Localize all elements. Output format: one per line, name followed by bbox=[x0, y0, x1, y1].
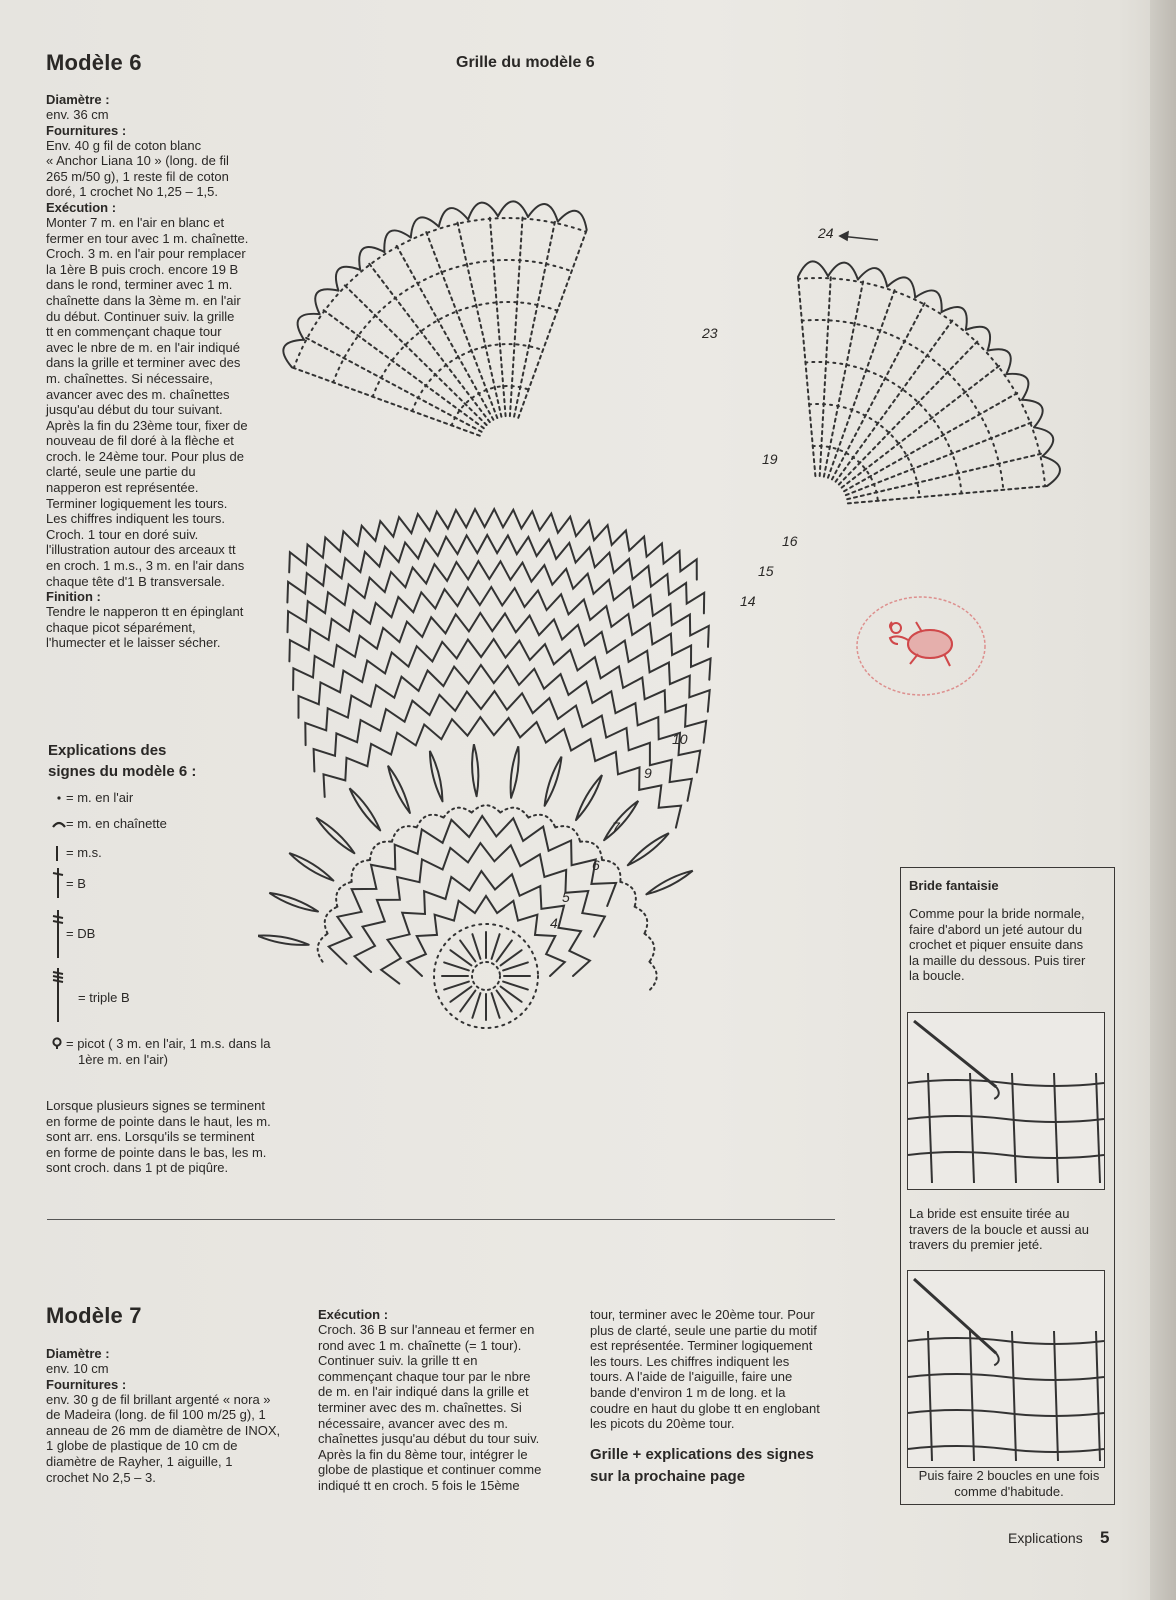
text-line: clarté, seule une partie du bbox=[46, 464, 196, 480]
text-line: avec le nbre de m. en l'air indiqué bbox=[46, 339, 240, 355]
stitch-mark bbox=[503, 962, 528, 970]
text-line: Terminer logiquement les tours. bbox=[46, 495, 228, 511]
fan-rib bbox=[828, 289, 895, 477]
fan-arc bbox=[452, 386, 529, 426]
picot-icon bbox=[52, 1037, 64, 1051]
model6-diametre-label: Diamètre : bbox=[46, 92, 110, 107]
arch bbox=[528, 815, 555, 828]
model7-col3 bbox=[590, 1307, 838, 1488]
text-line: Env. 40 g fil de coton blanc bbox=[46, 137, 202, 153]
text-line: jusqu'au début du tour suivant. bbox=[46, 402, 223, 418]
legend-text: = m.s. bbox=[66, 845, 102, 860]
hook-shaft bbox=[914, 1279, 996, 1353]
fan-scallop bbox=[828, 263, 858, 280]
model6-finition-text bbox=[46, 604, 264, 651]
text-line: env. 30 g de fil brillant argenté « nora » bbox=[46, 1391, 271, 1407]
text-line: globe de plastique et continuer comme bbox=[318, 1462, 542, 1478]
footer-label: Explications bbox=[1008, 1530, 1083, 1546]
bride-illustration-1 bbox=[907, 1012, 1105, 1190]
text-line: crochet No 2,5 – 3. bbox=[46, 1469, 156, 1485]
text-line: Tendre le napperon tt en épinglant bbox=[46, 604, 244, 620]
fan-scallop bbox=[966, 327, 990, 351]
mesh-col bbox=[970, 1073, 974, 1183]
page-number: 5 bbox=[1100, 1528, 1110, 1547]
model7-fournitures-label: Fournitures : bbox=[46, 1376, 127, 1392]
arch bbox=[620, 882, 636, 907]
double-crochet-icon bbox=[52, 866, 64, 900]
text-line: chaînettes jusqu'au début du tour suiv. bbox=[318, 1431, 540, 1447]
round-number: 10 bbox=[672, 731, 688, 747]
round-number: 4 bbox=[550, 915, 558, 931]
text-line: dans le rond, terminer avec 1 m. bbox=[46, 277, 233, 293]
zigzag-row bbox=[355, 843, 605, 972]
petal bbox=[646, 871, 692, 895]
legend-text: = triple B bbox=[78, 990, 130, 1005]
text-line: indiqué tt en croch. 5 fois le 15ème bbox=[318, 1477, 520, 1493]
signes-title bbox=[48, 740, 196, 782]
legend-text: = B bbox=[66, 876, 86, 891]
mesh-col bbox=[1012, 1331, 1016, 1461]
legend-text: = picot ( 3 m. en l'air, 1 m.s. dans la bbox=[66, 1036, 271, 1051]
text-line: chaque picot séparément, bbox=[46, 619, 196, 635]
petal bbox=[576, 775, 602, 820]
stitch-mark bbox=[472, 934, 480, 959]
text-line: doré, 1 crochet No 1,25 – 1,5. bbox=[46, 184, 218, 200]
mesh-row bbox=[908, 1338, 1104, 1344]
text-line: travers du premier jeté. bbox=[909, 1237, 1043, 1253]
mesh-row bbox=[908, 1080, 1104, 1086]
model6-diametre-value: env. 36 cm bbox=[46, 107, 109, 122]
fan-scallop bbox=[283, 340, 304, 368]
text-line: dans la grille et terminer avec des bbox=[46, 355, 241, 371]
petal bbox=[430, 751, 443, 801]
model7-col2 bbox=[318, 1307, 564, 1494]
turtle-icon bbox=[890, 622, 952, 666]
stitch-mark bbox=[492, 993, 500, 1018]
fan-rib bbox=[844, 393, 1018, 492]
text-line: diamètre de Rayher, 1 aiguille, 1 bbox=[46, 1453, 233, 1469]
stitch-mark bbox=[492, 934, 500, 959]
crochet-hook-image bbox=[908, 1013, 1104, 1189]
round-number: 19 bbox=[762, 451, 778, 467]
legend-text: = DB bbox=[66, 926, 96, 941]
bride-illustration-2 bbox=[907, 1270, 1105, 1468]
text-line: la 1ère B puis croch. encore 19 B bbox=[46, 261, 239, 277]
crochet-hook-image bbox=[908, 1271, 1104, 1467]
model6-fournitures-text bbox=[46, 138, 264, 200]
petal bbox=[545, 757, 562, 806]
fan-arc bbox=[373, 302, 558, 397]
text-line: 1 globe de plastique de 10 cm de bbox=[46, 1438, 238, 1454]
mesh-col bbox=[1054, 1331, 1058, 1461]
text-line: les picots du 20ème tour. bbox=[590, 1416, 735, 1432]
text-line: m. chaînettes. Si nécessaire, bbox=[46, 370, 213, 386]
model6-title: Modèle 6 bbox=[46, 50, 142, 75]
arch bbox=[649, 962, 656, 991]
arch bbox=[370, 842, 392, 860]
text-line: sont arr. ens. Lorsqu'ils se terminent bbox=[46, 1129, 255, 1145]
hook-shaft bbox=[914, 1021, 996, 1087]
arch bbox=[635, 907, 648, 934]
fan-scallop bbox=[1034, 427, 1053, 456]
bride-text-2 bbox=[909, 1206, 1109, 1253]
fan-arc bbox=[412, 344, 543, 411]
mesh-row bbox=[908, 1374, 1104, 1380]
text-line: anneau de 26 mm de diamètre de INOX, bbox=[46, 1422, 281, 1438]
text-line: Croch. 3 m. en l'air pour remplacer bbox=[46, 246, 246, 262]
grille-note-line: sur la prochaine page bbox=[590, 1467, 746, 1485]
arch bbox=[392, 826, 417, 842]
mesh-col bbox=[928, 1331, 932, 1461]
text-line: croch. le 24ème tour. Pour plus de bbox=[46, 448, 245, 464]
centre-ring bbox=[472, 962, 500, 990]
mesh-row bbox=[908, 1152, 1104, 1158]
mesh-col bbox=[970, 1331, 974, 1461]
chart-zigzag-rows bbox=[287, 509, 710, 983]
library-stamp bbox=[852, 592, 990, 700]
text-line: Après la fin du 23ème tour, fixer de bbox=[46, 417, 248, 433]
zigzag-row bbox=[289, 587, 710, 680]
arch bbox=[500, 808, 528, 818]
petal bbox=[388, 766, 410, 813]
mesh-row bbox=[908, 1446, 1104, 1452]
model6-finition-label: Finition : bbox=[46, 589, 101, 605]
model7-fournitures-text bbox=[46, 1392, 290, 1486]
fan-scallop bbox=[498, 201, 528, 217]
text-line: nécessaire, avancer avec des m. bbox=[318, 1415, 509, 1431]
mesh-row bbox=[908, 1116, 1104, 1122]
text-line: Comme pour la bride normale, bbox=[909, 906, 1085, 921]
chart-centre bbox=[434, 924, 538, 1028]
fan-rib bbox=[323, 310, 484, 429]
petal bbox=[289, 853, 333, 881]
text-line: Monter 7 m. en l'air en blanc et bbox=[46, 214, 225, 230]
model7-diametre-label: Diamètre : bbox=[46, 1346, 110, 1361]
text-line: tt en commençant chaque tour bbox=[46, 324, 222, 340]
model6-note bbox=[46, 1098, 296, 1176]
text-line: chaque tête d'1 B transversale. bbox=[46, 573, 225, 589]
text-line: Après la fin du 8ème tour, intégrer le bbox=[318, 1446, 528, 1462]
arch bbox=[644, 934, 654, 962]
fan-scallop bbox=[798, 261, 828, 277]
stitch-mark bbox=[444, 982, 469, 990]
stitch-mark bbox=[503, 982, 528, 990]
start-arrow bbox=[840, 232, 878, 240]
text-line: travers de la boucle et aussi au bbox=[909, 1221, 1089, 1237]
hook-tip bbox=[994, 1087, 999, 1099]
legend-text: 1ère m. en l'air) bbox=[78, 1052, 168, 1067]
text-line: avancer avec des m. chaînettes bbox=[46, 386, 230, 402]
triple-treble-icon bbox=[52, 966, 64, 1024]
model6-fournitures-label: Fournitures : bbox=[46, 122, 127, 138]
text-line: de m. en l'air indiqué dans la grille et bbox=[318, 1384, 529, 1400]
petal bbox=[258, 936, 309, 945]
fan-scallop bbox=[1006, 374, 1028, 400]
text-line: terminer avec des m. chaînettes. Si bbox=[318, 1399, 522, 1415]
round-number: 7 bbox=[612, 819, 620, 835]
round-number: 15 bbox=[758, 563, 774, 579]
stitch-mark bbox=[444, 962, 469, 970]
petal bbox=[472, 744, 478, 796]
text-line: bande d'environ 1 m de long. et la bbox=[590, 1384, 786, 1400]
text-line: fermer en tour avec 1 m. chaînette. bbox=[46, 230, 249, 246]
text-line: Croch. 36 B sur l'anneau et fermer en bbox=[318, 1322, 535, 1337]
fan-rib bbox=[824, 281, 863, 477]
petal bbox=[350, 788, 381, 830]
hook-tip bbox=[994, 1353, 999, 1365]
text-line: commençant chaque tour par le nbre bbox=[318, 1368, 531, 1384]
round-number: 5 bbox=[562, 889, 570, 905]
section-divider bbox=[47, 1219, 835, 1220]
text-line: crochet et piquer ensuite dans bbox=[909, 937, 1084, 953]
text-line: faire d'abord un jeté autour du bbox=[909, 921, 1083, 937]
arch bbox=[352, 860, 370, 882]
mesh-row bbox=[908, 1410, 1104, 1416]
text-line: sont croch. dans 1 pt de piqûre. bbox=[46, 1160, 229, 1176]
model7-title: Modèle 7 bbox=[46, 1303, 142, 1328]
single-crochet-icon bbox=[52, 844, 62, 862]
text-line: plus de clarté, seule une partie du motif bbox=[590, 1322, 817, 1338]
bride-text-3 bbox=[909, 1468, 1109, 1499]
mesh-col bbox=[1096, 1073, 1100, 1183]
text-line: Croch. 1 tour en doré suiv. bbox=[46, 526, 199, 542]
legend-text: = m. en l'air bbox=[66, 790, 134, 805]
text-line: nouveau de fil doré à la flèche et bbox=[46, 433, 234, 449]
fan-scallop bbox=[942, 307, 967, 330]
signes-title-line: signes du modèle 6 : bbox=[48, 763, 197, 780]
legend-text: = m. en chaînette bbox=[66, 816, 167, 831]
text-line: en croch. 1 m.s., 3 m. en l'air dans bbox=[46, 558, 245, 574]
fan-rib bbox=[848, 486, 1047, 503]
text-line: napperon est représentée. bbox=[46, 480, 199, 496]
petal bbox=[316, 818, 354, 853]
model6-execution-label: Exécution : bbox=[46, 199, 117, 215]
page-fold-shadow bbox=[1150, 0, 1176, 1600]
text-line: est représentée. Terminer logiquement bbox=[590, 1338, 813, 1354]
mesh-col bbox=[1096, 1331, 1100, 1461]
text-line: du début. Continuer suiv. la grille bbox=[46, 308, 235, 324]
petal bbox=[511, 746, 519, 798]
round-number: 23 bbox=[702, 325, 718, 341]
text-line: les tours. Les chiffres indiquent les bbox=[590, 1353, 790, 1369]
model7-col1 bbox=[46, 1346, 290, 1485]
stitch-mark bbox=[472, 993, 480, 1018]
fan-scallop bbox=[315, 289, 338, 314]
model7-grille-note bbox=[590, 1444, 838, 1488]
text-line: tours. A l'aide de l'aiguille, faire une bbox=[590, 1369, 793, 1385]
fan-scallop bbox=[468, 203, 498, 220]
text-line: comme d'habitude. bbox=[954, 1483, 1064, 1499]
fan-scallop bbox=[336, 267, 360, 291]
petal bbox=[604, 801, 638, 840]
zigzag-row bbox=[288, 561, 709, 647]
model7-execution-continued bbox=[590, 1307, 838, 1432]
fan-scallop bbox=[1043, 456, 1060, 486]
mesh-col bbox=[1054, 1073, 1058, 1183]
fan-scallop bbox=[915, 290, 941, 312]
fan-rib bbox=[518, 230, 586, 418]
fan-arc bbox=[333, 260, 571, 382]
text-line: Continuer suiv. la grille tt en bbox=[318, 1353, 478, 1369]
petal bbox=[628, 833, 669, 865]
text-line: Lorsque plusieurs signes se terminent bbox=[46, 1098, 265, 1113]
text-line: chaînette dans la 3ème m. en l'air bbox=[46, 292, 241, 308]
text-line: tour, terminer avec le 20ème tour. Pour bbox=[590, 1307, 815, 1322]
text-line: Les chiffres indiquent les tours. bbox=[46, 511, 225, 527]
bride-fantaisie-box bbox=[900, 867, 1115, 1505]
model7-execution-label: Exécution : bbox=[318, 1307, 389, 1322]
text-line: en forme de pointe dans le bas, les m. bbox=[46, 1144, 267, 1160]
text-line: Puis faire 2 boucles en une fois bbox=[918, 1468, 1100, 1483]
arch bbox=[417, 815, 444, 828]
signes-title-line: Explications des bbox=[48, 742, 167, 759]
bride-title: Bride fantaisie bbox=[909, 878, 999, 893]
grille-note-line: Grille + explications des signes bbox=[590, 1445, 814, 1463]
round-numbers bbox=[550, 225, 834, 931]
arch bbox=[325, 907, 338, 934]
text-line: coudre en haut du globe tt en englobant bbox=[590, 1400, 820, 1416]
bride-text-1 bbox=[909, 906, 1109, 984]
text-line: de Madeira (long. de fil 100 m/25 g), 1 bbox=[46, 1407, 266, 1423]
fan-scallop bbox=[1022, 400, 1043, 428]
petal bbox=[269, 893, 318, 912]
model7-diametre-value: env. 10 cm bbox=[46, 1361, 109, 1376]
text-line: l'illustration autour des arceaux tt bbox=[46, 542, 236, 558]
mesh-col bbox=[1012, 1073, 1016, 1183]
fan-scallop bbox=[411, 217, 439, 237]
text-line: la boucle. bbox=[909, 968, 965, 984]
arch bbox=[472, 805, 501, 812]
grille-title: Grille du modèle 6 bbox=[456, 54, 595, 71]
text-line: en forme de pointe dans le haut, les m. bbox=[46, 1113, 271, 1129]
text-line: La bride est ensuite tirée au bbox=[909, 1206, 1070, 1221]
text-line: rond avec 1 m. chaînette (= 1 tour). bbox=[318, 1337, 522, 1353]
mesh-col bbox=[928, 1073, 932, 1183]
zigzag-row bbox=[305, 665, 700, 773]
text-line: la maille du dessous. Puis tirer bbox=[909, 952, 1086, 968]
round-number: 24 bbox=[818, 225, 834, 241]
round-number: 9 bbox=[644, 765, 652, 781]
chart-fans bbox=[283, 201, 1060, 503]
text-line: l'humecter et le laisser sécher. bbox=[46, 635, 221, 651]
arch bbox=[336, 882, 352, 907]
arch bbox=[555, 826, 580, 842]
round-number: 14 bbox=[740, 593, 756, 609]
model7-execution-text bbox=[318, 1322, 564, 1494]
arch bbox=[444, 808, 472, 818]
model6-execution-text bbox=[46, 215, 264, 589]
round-number: 16 bbox=[782, 533, 798, 549]
arch bbox=[318, 934, 328, 962]
fan-scallop bbox=[988, 349, 1011, 374]
fan-arc bbox=[294, 218, 586, 368]
treble-crochet-icon bbox=[52, 908, 64, 960]
round-number: 6 bbox=[592, 857, 600, 873]
text-line: 265 m/50 g), 1 reste fil de coton bbox=[46, 168, 229, 184]
model6-text-column bbox=[46, 92, 264, 651]
arch bbox=[602, 860, 620, 882]
text-line: « Anchor Liana 10 » (long. de fil bbox=[46, 153, 229, 169]
